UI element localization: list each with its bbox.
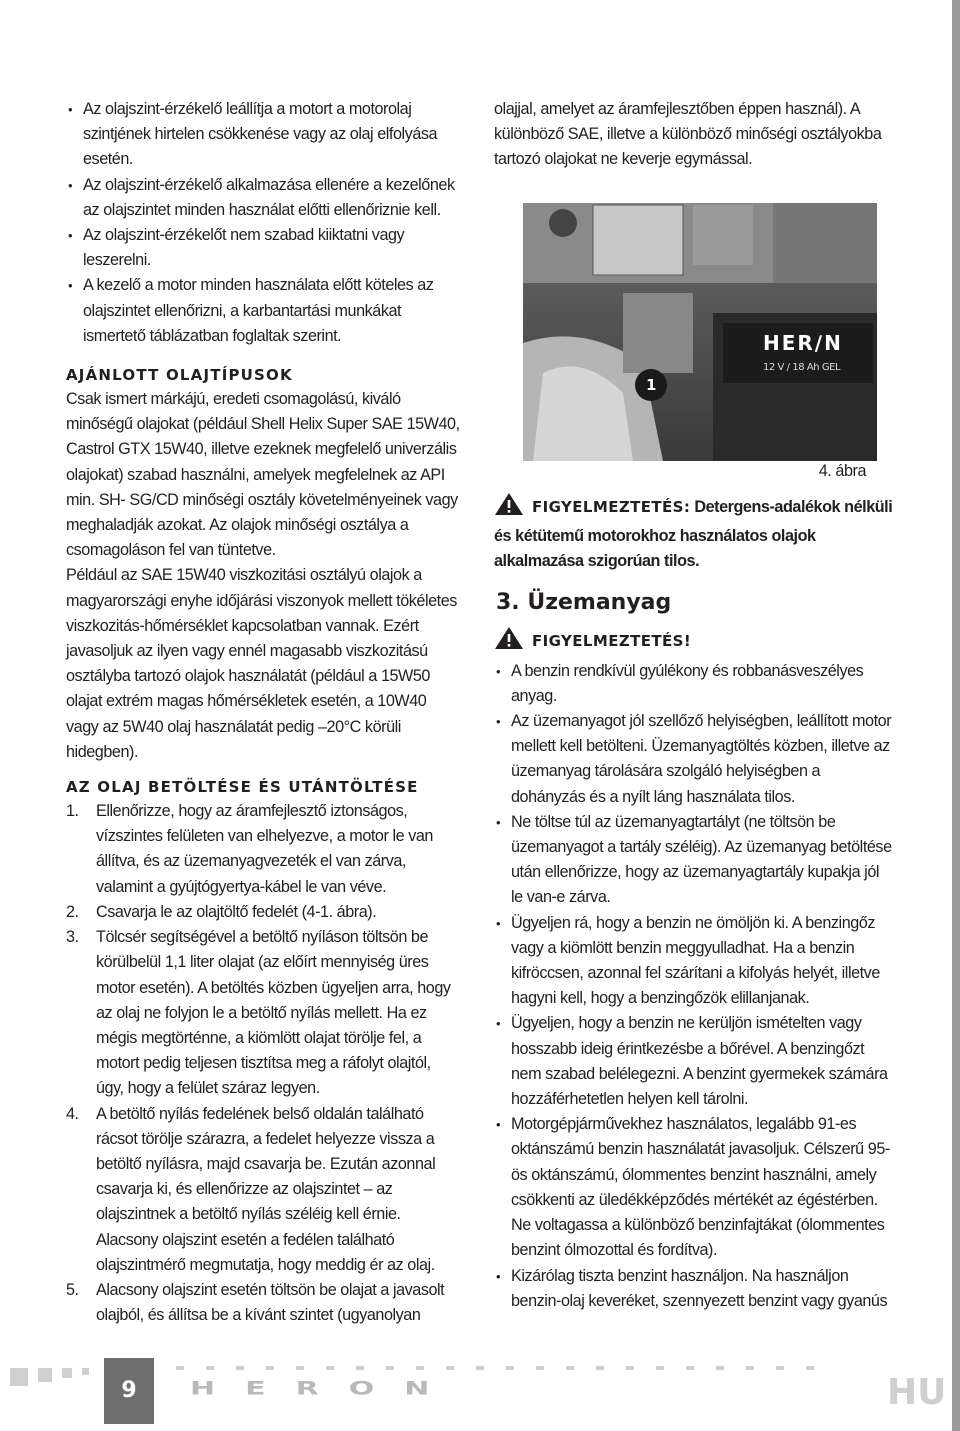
- list-item: • Az olajszint-érzékelőt nem szabad kiiktatni vagy leszerelni.: [66, 223, 462, 273]
- step-number: 3.: [66, 928, 79, 947]
- warning-fuel: [494, 626, 894, 658]
- chapter-title: 3. Üzemanyag: [496, 590, 672, 616]
- step-text: Csavarja le az olajtöltő fedelét (4-1. ábra).: [96, 902, 377, 921]
- oil-filling-steps: [66, 799, 462, 1328]
- warning-detergent: [494, 492, 894, 575]
- paragraph: Például az SAE 15W40 viszkozitási osztályú olajok a magyarországi enyhe időjárási viszonyok mellett tökéletes viszkozitás-hőmérséklet kapcsolatban vannak. Ezért javasoljuk az ilyen vagy ennél magasabb viszkozitású osztályba tartozó olajok használatát (például a 15W50 olajat extrém magas hőmérsékletek esetén, a 10W40 vagy az 5W40 olaj használatát pedig –20°C körüli hidegben).: [66, 566, 457, 761]
- step-number: 5.: [66, 1280, 79, 1299]
- figure-4-photo: [523, 203, 877, 461]
- step-number: 1.: [66, 802, 79, 821]
- list-item: • Az olajszint-érzékelő leállítja a motort a motorolaj szintjének hirtelen csökkenése vagy az olaj elfolyása esetén.: [66, 97, 462, 173]
- oil-sensor-bullets: [66, 97, 462, 349]
- list-item: [66, 799, 462, 900]
- fuel-bullets: [494, 659, 894, 1314]
- list-item: • A kezelő a motor minden használata előtt köteles az olajszintet ellenőrizni, a karbantartási munkákat ismertető táblázatban foglaltak szerint.: [66, 273, 462, 349]
- warning-triangle-icon: [494, 626, 524, 658]
- battery-brand: HER∕N: [763, 330, 843, 355]
- step-text: Tölcsér segítségével a betöltő nyíláson töltsön be körülbelül 1,1 liter olajat (az előírt mennyiség üres motor esetén). A betöltés közben ügyeljen arra, hogy az olaj ne folyjon le a betöltő nyílás mellett. Ha ez mégis megtörténne, a kiömlött olajat törölje fel, a motort pedig teljesen tisztítsa meg a ráfolyt olajtól, úgy, hogy a felület száraz legyen.: [96, 928, 451, 1098]
- left-column: [66, 97, 462, 1328]
- list-item: • Ne töltse túl az üzemanyagtartályt (ne töltsön be üzemanyagot a tartály széléig). Az üzemanyag betöltése után ellenőrizze, hogy az üzemanyagtartály kupakja jól le van-e zárva.: [494, 810, 894, 911]
- right-edge-bar: [952, 0, 960, 1431]
- footer-square: [62, 1368, 72, 1378]
- footer-dots: [176, 1366, 816, 1370]
- warning-text: Detergens-adalékok nélküli és kétütemű motorokhoz használatos olajok alkalmazása szigorúan tilos.: [494, 497, 893, 571]
- continuation-paragraph: olajjal, amelyet az áramfejlesztőben éppen használ). A különböző SAE, illetve a különböző minőségi osztályokba tartozó olajokat ne keverje egymással.: [494, 100, 882, 169]
- list-item: • Motorgépjárművekhez használatos, legalább 91-es oktánszámú benzin használatát javasoljuk. Célszerű 95-ös oktánszámú, ólommentes benzint használni, amely csökkenti az üledékképződés mértékét az égéstérben. Ne voltagassa a különböző benzinfajtákat (ólommentes benzint ólmozottal és fordítva).: [494, 1112, 894, 1263]
- list-item: [66, 900, 462, 925]
- list-item: • Az olajszint-érzékelő alkalmazása ellenére a kezelőnek az olajszintet minden használat előtti ellenőriznie kell.: [66, 173, 462, 223]
- list-item: • Ügyeljen rá, hogy a benzin ne ömöljön ki. A benzingőz vagy a kiömlött benzin meggyulladhat. Ha a benzin kifröccsen, azonnal fel szárítani a kifolyás helyét, illetve hagyni kell, hogy a benzingőzök elillanjanak.: [494, 911, 894, 1012]
- footer-square: [38, 1368, 52, 1382]
- list-item: • A benzin rendkívül gyúlékony és robbanásveszélyes anyag.: [494, 659, 894, 709]
- language-code: HU: [887, 1372, 947, 1413]
- warning-title: FIGYELMEZTETÉS:: [532, 497, 691, 516]
- warning-triangle-icon: [494, 492, 524, 524]
- figure-marker-label: 1: [646, 375, 656, 394]
- page-number: 9: [104, 1358, 154, 1424]
- list-item: • Az üzemanyagot jól szellőző helyiségben, leállított motor mellett kell betölteni. Üzemanyagtöltés közben, illetve az üzemanyag tárolására szolgáló helyiségben a dohányzás és a nyílt láng használata tilos.: [494, 709, 894, 810]
- brand-logo: HERON: [190, 1378, 460, 1400]
- list-item: • Kizárólag tiszta benzint használjon. Na használjon benzin-olaj keveréket, szennyezett benzint vagy gyanús: [494, 1264, 894, 1314]
- oil-filling-heading: AZ OLAJ BETÖLTÉSE ÉS UTÁNTÖLTÉSE: [66, 778, 419, 797]
- step-number: 2.: [66, 902, 79, 921]
- list-item: [66, 925, 462, 1101]
- list-item: • Ügyeljen, hogy a benzin ne kerüljön ismételten vagy hosszabb ideig érintkezésbe a bőrével. A benzingőzt nem szabad belélegezni. A benzint gyermekek számára hozzáférhetetlen helyen kell tárolni.: [494, 1011, 894, 1112]
- paragraph: Csak ismert márkájú, eredeti csomagolású, kiváló minőségű olajokat (például Shell Helix Super SAE 15W40, Castrol GTX 15W40, illetve ezeknek megfelelő univerzális olajokat) szabad használni, amelyek megfelelnek az API min. SH- SG/CD minőségi osztály követelményeinek vagy meghaladják azokat. Az olajok minőségi osztálya a csomagoláson fel van tüntetve.: [66, 390, 460, 560]
- footer-square: [82, 1368, 89, 1375]
- step-number: 4.: [66, 1104, 79, 1123]
- warning-title: FIGYELMEZTETÉS!: [532, 632, 692, 651]
- step-text: A betöltő nyílás fedelének belső oldalán található rácsot törölje szárazra, a fedelet helyezze vissza a betöltő nyílásra, majd csavarja be. Ezután azonnal csavarja ki, és ellenőrizze az olajszintet – az olajszintnek a betöltő nyílás széléig kell érnie. Alacsony olajszint esetén a fedélen található olajszintmérő megmutatja, hogy meddig ér az olaj.: [96, 1104, 436, 1274]
- right-column: [494, 97, 894, 1314]
- list-item: [66, 1278, 462, 1328]
- step-text: Ellenőrizze, hogy az áramfejlesztő iztonságos, vízszintes felületen van elhelyezve, a motor le van állítva, és az üzemanyagvezeték el van zárva, valamint a gyújtógyertya-kábel le van véve.: [96, 802, 433, 896]
- list-item: [66, 1102, 462, 1278]
- recommended-oils-heading: AJÁNLOTT OLAJTÍPUSOK: [66, 366, 293, 385]
- figure-caption: 4. ábra: [818, 461, 866, 480]
- battery-spec: 12 V / 18 Ah GEL: [763, 361, 841, 373]
- footer-square: [10, 1368, 28, 1386]
- step-text: Alacsony olajszint esetén töltsön be olajat a javasolt olajból, és állítsa be a kívánt szintet (ugyanolyan: [96, 1280, 445, 1325]
